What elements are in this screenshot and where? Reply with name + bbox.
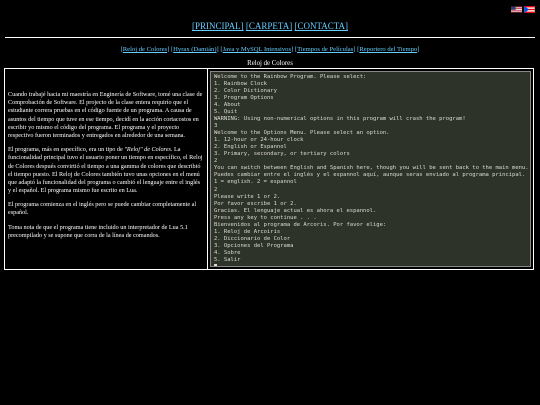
terminal-line: 5. Salir	[214, 256, 241, 263]
nav-carpeta-link[interactable]: [CARPETA]	[245, 21, 293, 31]
page-title: Reloj de Colores	[247, 60, 293, 67]
terminal-line: 2. Color Dictionary	[214, 88, 277, 95]
project-link-hyrax[interactable]: Hyrax (Damián)	[173, 46, 217, 53]
language-flags	[511, 6, 535, 13]
project-link-reportero[interactable]: Reportero del Tiempo	[359, 46, 418, 53]
project-link-java-mysql[interactable]: Java y MySQL Intensivos	[222, 46, 292, 53]
project-link-reloj[interactable]: Reloj de Colores	[122, 46, 168, 53]
terminal-cursor	[214, 264, 217, 267]
project-nav: [Reloj de Colores] [Hyrax (Damián)] [Java y MySQL Intensivos] [Tiempos de Películas] [Reportero del Tiempo]	[120, 46, 420, 53]
terminal-line: 3. Opciones del Programa	[214, 242, 294, 249]
divider	[5, 37, 535, 38]
terminal-line: 3. Primary, secondary, or tertiary colors	[214, 151, 350, 158]
terminal-line: Welcome to the Rainbow Program. Please select:	[214, 74, 367, 80]
terminal-line: Puedes cambiar entre el inglés y el espannol aquí, aunque seras enviado al programa principal.	[214, 172, 526, 179]
description-paragraph-1: Cuando trabajé hacia mi maestría en Enginería de Software, tomé una clase de Comprobación de Software. El projecto de la clase entera requirío que el estudiante correra pruebas en el código fuente de un programa. A causa de asuntos del tiempo que tuve en ese tiempo, decidí en la acción cortacostos en escribir yo mismo el código del programa. El programa y el proyecto respectivo fueron terminados y entregados en alrededor de una semana.	[8, 91, 203, 139]
description-paragraph-2: El programa, más en específico, era un tipo de "Reloj" de Colores. La funcionalidad principal tuvo el usuario poner un tiempo en específico, el Reloj de Colores después convirtió el tiempo a una gamma de colores que describió el tiempo puesto. El Reloj de Colores también tuvo unas opciones en el menú que adaptó la funcionalidad del programa o cambió el lenguaje entre el inglés y el español. El programa mismo fue escrito en Lua.	[8, 146, 203, 195]
terminal-line: 5. Quit	[214, 109, 238, 116]
terminal-line: 3. Program Options	[214, 95, 274, 102]
terminal-line: 1 = english. 2 = espannol	[214, 179, 297, 186]
description-emphasis: "Reloj" de Colores	[124, 146, 171, 154]
us-flag-icon[interactable]	[511, 6, 522, 13]
terminal-line: 4. About	[214, 102, 241, 109]
terminal-line: Welcome to the Options Menu. Please select an option.	[214, 130, 390, 137]
terminal-line: Bienvenidos al programa de Arcoris. Por favor elige:	[214, 221, 387, 228]
description-paragraph-3: El programa comienza en el inglés pero se puede cambiar completamente al español.	[8, 201, 197, 217]
terminal-line: Press any key to continue . . .	[214, 214, 317, 221]
terminal-line: Por favor escribe 1 or 2.	[214, 200, 297, 207]
terminal-line: 2	[214, 158, 218, 165]
nav-principal-link[interactable]: [PRINCIPAL]	[191, 21, 244, 31]
terminal-screenshot	[210, 71, 531, 267]
main-nav	[0, 21, 540, 31]
project-description	[5, 69, 208, 269]
terminal-line: 1. 12-hour or 24-hour clock	[214, 137, 304, 144]
terminal-line: 2. English or Espannol	[214, 144, 287, 151]
puerto-rico-flag-icon[interactable]	[524, 6, 535, 13]
description-paragraph-4: Toma nota de que el programa tiene incluido un interpretador de Lua 5.1 precompilado y se supone que corra de la línea de comandos.	[8, 223, 188, 239]
terminal-line: Please write 1 or 2.	[214, 193, 281, 200]
terminal-line: 1. Reloj de Arcoiris	[214, 228, 281, 235]
project-link-tiempos[interactable]: Tiempos de Películas	[297, 46, 354, 53]
terminal-line: 3	[214, 123, 218, 130]
terminal-line: 2	[214, 186, 218, 193]
terminal-line: Gracias. El lenguaje actual es ahora el espannol.	[214, 207, 377, 214]
terminal-line: 1. Rainbow Clock	[214, 81, 267, 88]
project-panel	[4, 68, 534, 270]
terminal-line: 4. Sobre	[214, 249, 241, 256]
nav-contacta-link[interactable]: [CONTACTA]	[294, 21, 349, 31]
terminal-line: 2. Diccionario de Color	[214, 235, 291, 242]
terminal-line: WARNING: Using non-numerical options in this program will crash the program!	[214, 116, 466, 123]
terminal-line: You can switch between English and Spanish here, though you will be sent back to the main menu.	[214, 165, 529, 172]
